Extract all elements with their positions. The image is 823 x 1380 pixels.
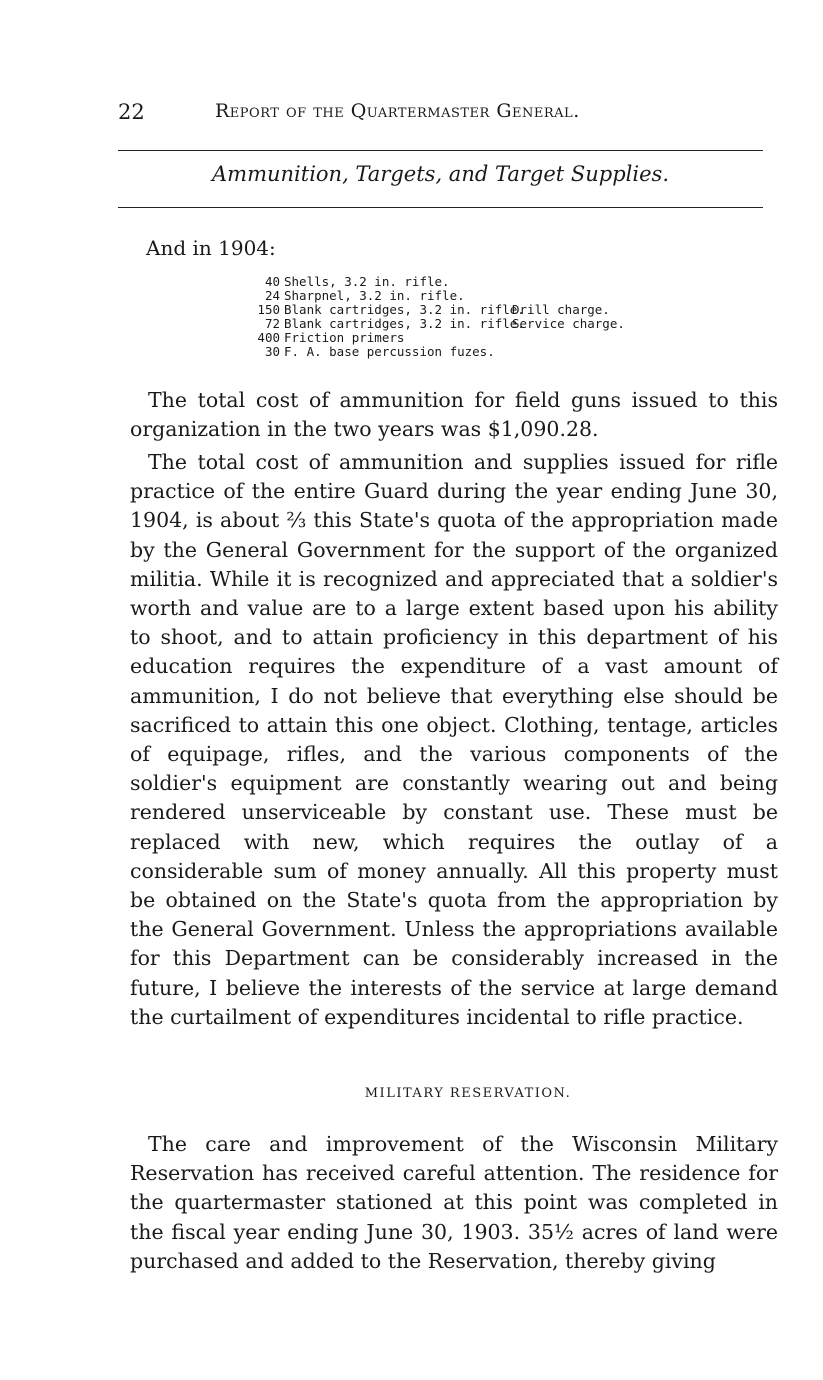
item-note: Drill charge.	[512, 302, 610, 317]
list-item	[240, 289, 625, 303]
item-description: F. A. base percussion fuzes.	[284, 344, 495, 359]
item-quantity: 40	[264, 274, 280, 289]
item-quantity: 150	[257, 302, 280, 317]
paragraph-reservation	[130, 1130, 778, 1276]
item-quantity: 30	[264, 344, 280, 359]
item-description: Sharpnel, 3.2 in. rifle.	[284, 288, 465, 303]
list-item	[240, 345, 625, 359]
list-item	[240, 303, 625, 317]
subheading-military-reservation: MILITARY RESERVATION.	[364, 1086, 572, 1101]
top-rule	[118, 150, 763, 151]
paragraph-field-gun-cost	[130, 386, 778, 444]
running-title: Report of the Quartermaster General.	[215, 100, 580, 122]
list-item	[240, 275, 625, 289]
item-quantity: 72	[264, 316, 280, 331]
item-description: Blank cartridges, 3.2 in. rifle.	[284, 302, 525, 317]
paragraph-text: The total cost of ammunition for field guns issued to this organization in the two years was $1,090.28.	[130, 388, 778, 442]
item-description: Shells, 3.2 in. rifle.	[284, 274, 450, 289]
intro-line: And in 1904:	[146, 236, 276, 260]
paragraph-rifle-practice	[130, 448, 778, 1032]
ammunition-list	[240, 275, 625, 359]
list-item	[240, 331, 625, 345]
bottom-rule	[118, 207, 763, 208]
page-number: 22	[118, 100, 145, 124]
section-title: Ammunition, Targets, and Target Supplies.	[212, 162, 669, 186]
item-description: Friction primers	[284, 330, 405, 345]
paragraph-text: The care and improvement of the Wisconsin Military Reservation has received careful attention. The residence for the quartermaster stationed at this point was completed in the fiscal year ending June 30, 1903. 35½ acres of land were purchased and added to the Reservation, thereby giving	[130, 1132, 778, 1273]
item-description: Blank cartridges, 3.2 in. rifle.	[284, 316, 525, 331]
item-note: Service charge.	[512, 316, 625, 331]
item-quantity: 24	[264, 288, 280, 303]
paragraph-text: The total cost of ammunition and supplies issued for rifle practice of the entire Guard during the year ending June 30, 1904, is about ⅔ this State's quota of the appropriation made by the General Government for the support of the organized militia. While it is recognized and appreciated that a soldier's worth and value are to a large extent based upon his ability to shoot, and to attain proficiency in this department of his education requires the expenditure of a vast amount of ammunition, I do not believe that everything else should be sacrificed to attain this one object. Clothing, tentage, articles of equipage, rifles, and the various components of the soldier's equipment are constantly wearing out and being rendered unserviceable by constant use. These must be replaced with new, which requires the outlay of a considerable sum of money annually. All this property must be obtained on the State's quota from the appropriation by the General Government. Unless the appropriations available for this Department can be considerably increased in the future, I believe the interests of the service at large demand the curtailment of expenditures incidental to rifle practice.	[130, 450, 778, 1029]
item-quantity: 400	[257, 330, 280, 345]
list-item	[240, 317, 625, 331]
